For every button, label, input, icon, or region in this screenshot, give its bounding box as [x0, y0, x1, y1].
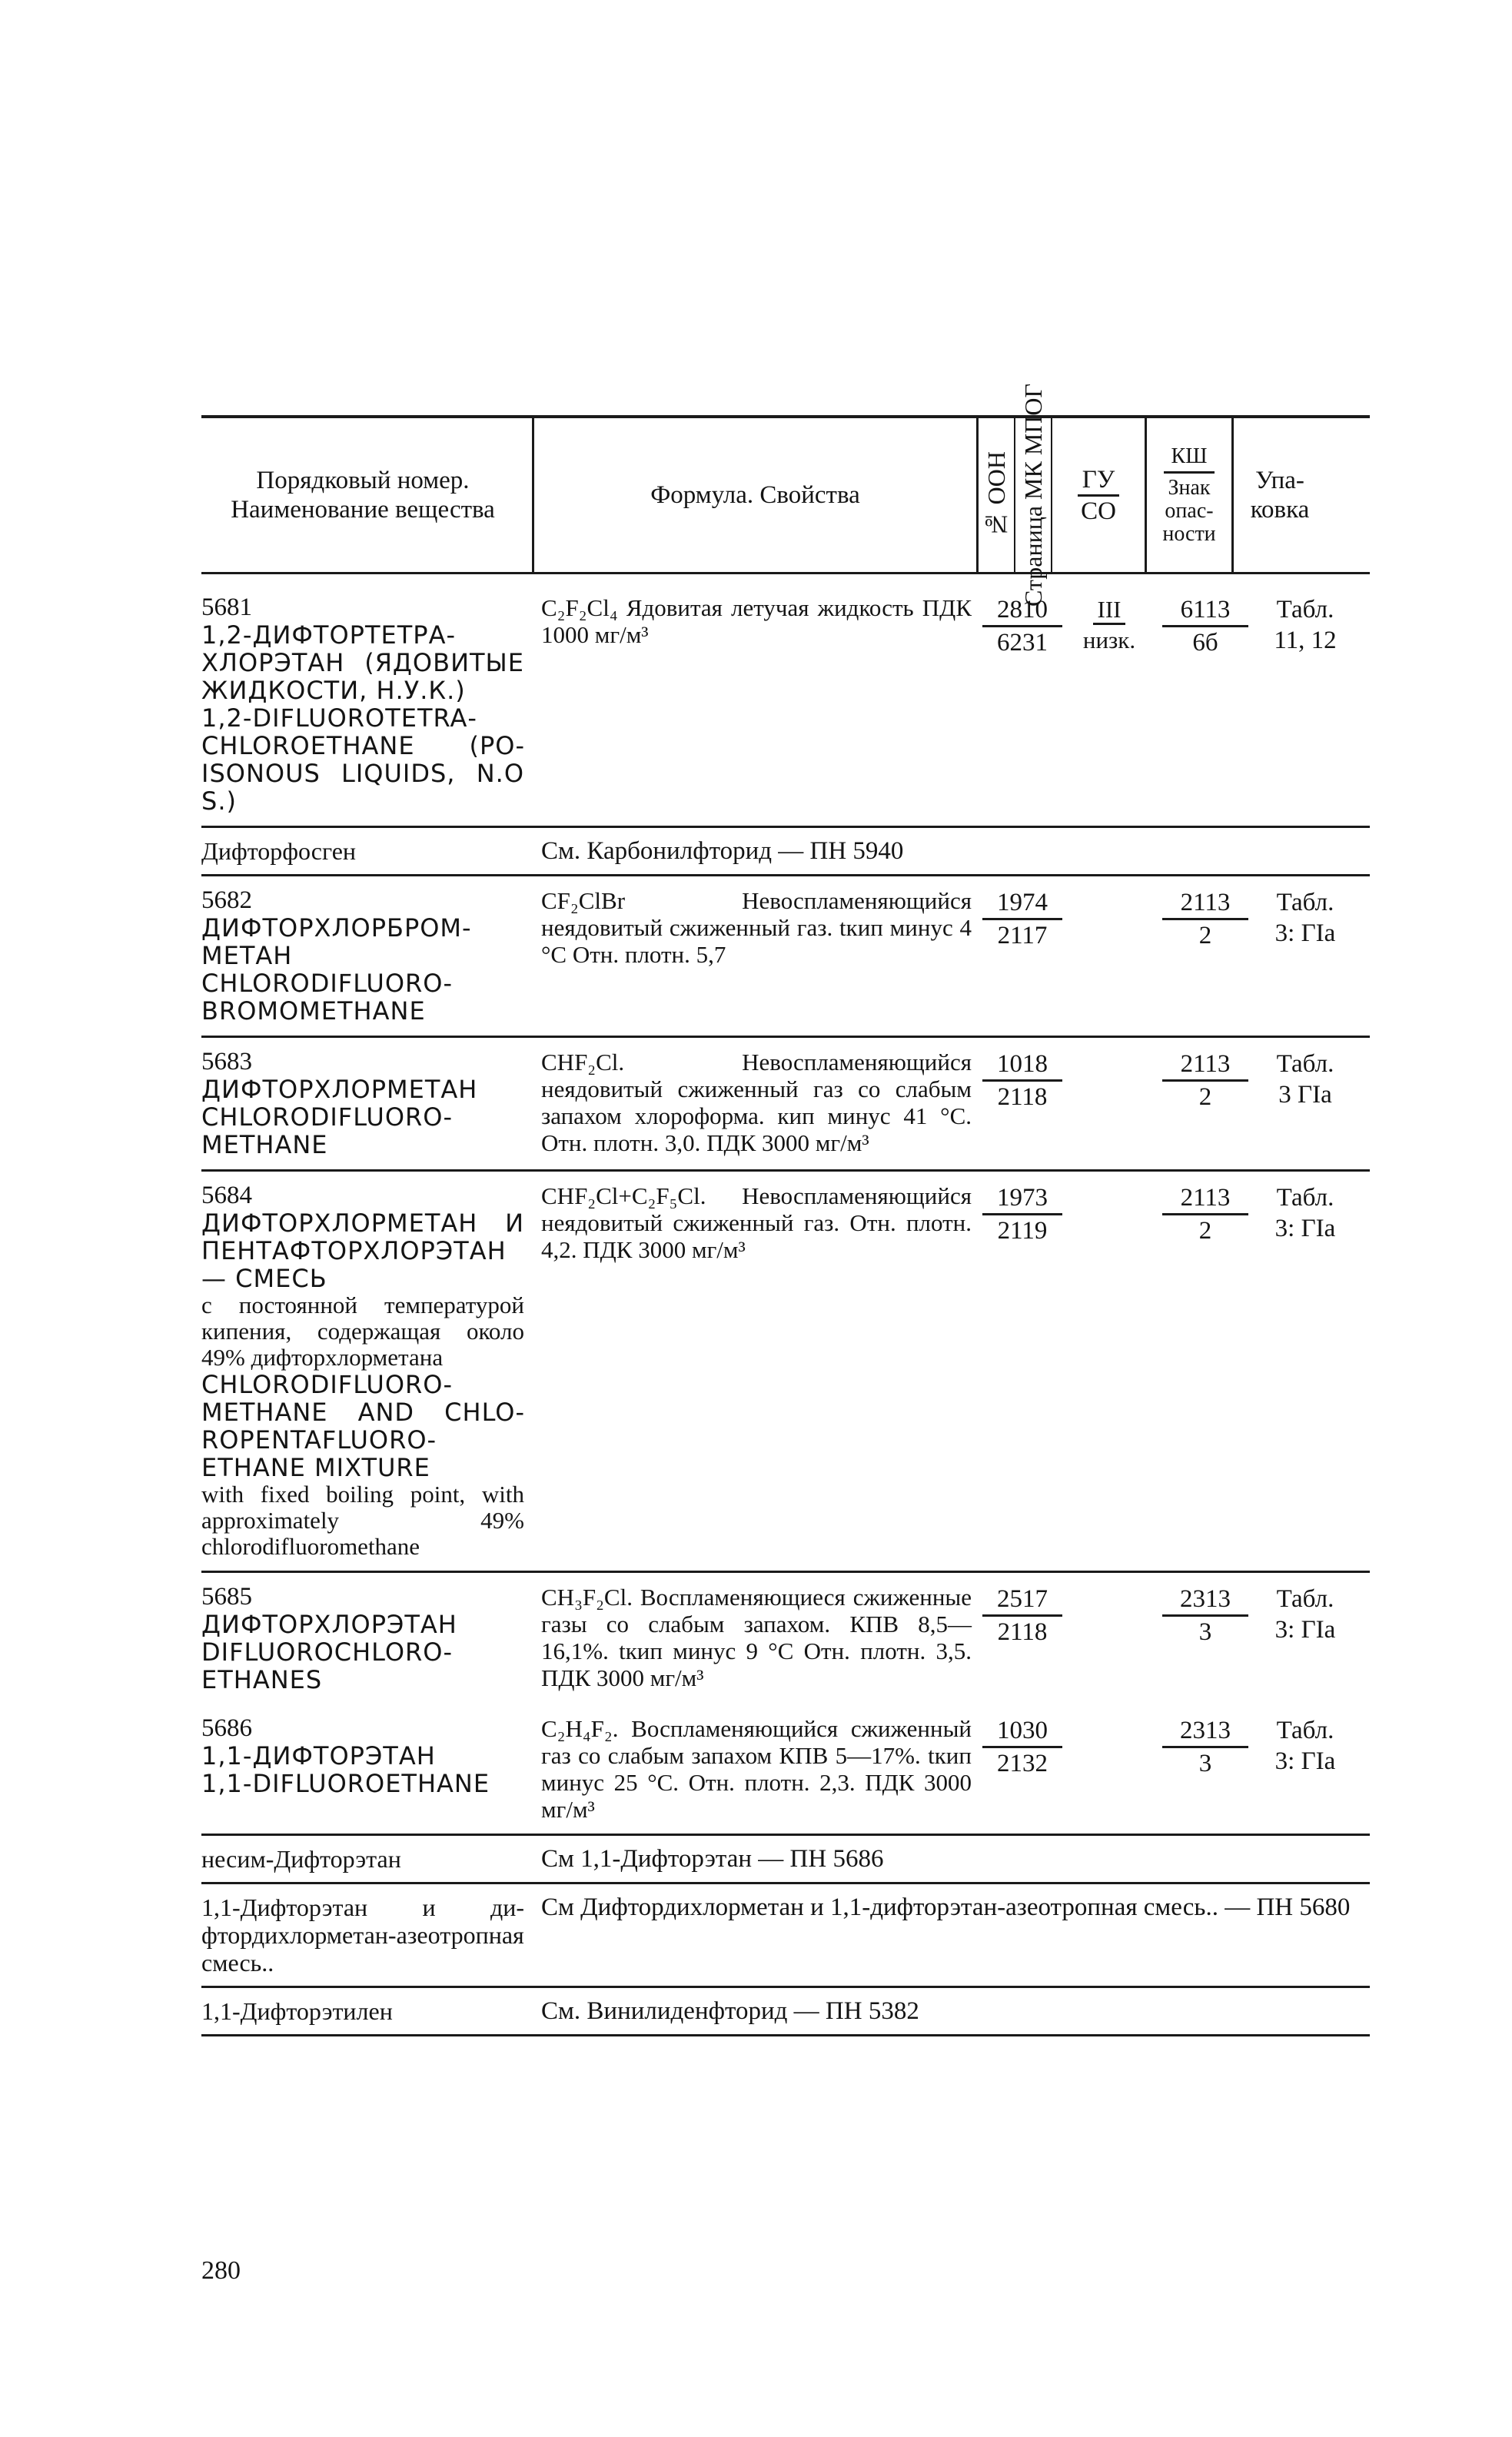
entry-name — [201, 594, 535, 815]
entry-pack-line2: 3 ГIа — [1278, 1081, 1332, 1109]
entry-ksh-value: 2113 — [1162, 887, 1248, 920]
entry-imdg-page: 2119 — [997, 1217, 1048, 1245]
header-gu-bottom: СО — [1081, 497, 1116, 525]
header-gu-top: ГУ — [1078, 465, 1119, 497]
entry-name-en: CHLORODIFLUOROMETHANE AND CHLOROPENTAFLUOROETHANE MIXTURE — [201, 1370, 524, 1482]
entry-gu — [1067, 1584, 1151, 1694]
page-number: 280 — [201, 2256, 241, 2285]
document-page — [201, 383, 1370, 2036]
entry-pack-line1: Табл. — [1276, 596, 1334, 623]
entry-number: 5682 — [201, 886, 252, 914]
header-pack: Упа- ковка — [1250, 467, 1310, 524]
entry-ksh — [1151, 1584, 1259, 1694]
cross-reference — [201, 828, 1370, 874]
table-row — [201, 1573, 1370, 1704]
entry-gu — [1067, 887, 1151, 1025]
entry-gu — [1067, 1049, 1151, 1159]
entry-note-en: with fixed boiling point, with approximately 49% chlorodifluoromethane — [201, 1481, 524, 1560]
entry-ksh — [1151, 1049, 1259, 1159]
reference-name: 1,1-Дифторэтан и дифтордихлорметан-азеотропная смесь.. — [201, 1893, 524, 1977]
header-un — [979, 418, 1015, 572]
entry-pack-line2: 3: ГIа — [1274, 1747, 1336, 1775]
entry-gu — [1067, 1715, 1151, 1823]
header-imdg-label: Страница МК МПОГ — [1019, 383, 1047, 607]
header-gu — [1052, 418, 1145, 572]
entry-formula: CH₃F₂Cl. Воспламеняющиеся сжиженные газы со слабым запахом. КПВ 8,5—16,1%. tкип минус 9 °С Отн. плотн. 3,5. ПДК 3000 мг/м³ — [541, 1584, 972, 1691]
reference-text: См Дифтордихлорметан и 1,1-дифторэтан-азеотропная смесь.. — ПН 5680 — [541, 1893, 1351, 1921]
entry-pack-line1: Табл. — [1276, 889, 1334, 916]
entry-sign-value: 6б — [1192, 629, 1218, 657]
entry-number: 5681 — [201, 593, 252, 621]
entry-imdg-page: 2132 — [997, 1750, 1048, 1777]
entry-ksh-value: 6113 — [1162, 594, 1248, 627]
entry-gu — [1067, 1182, 1151, 1560]
entry-name — [201, 1584, 535, 1694]
entry-pack — [1259, 1049, 1351, 1159]
entry-pack-line2: 3: ГIа — [1274, 919, 1336, 947]
cross-reference — [201, 1836, 1370, 1882]
entry-un-number: 1973 — [982, 1182, 1062, 1215]
reference-name: 1,1-Дифторэтилен — [201, 1997, 393, 2025]
entry-un — [978, 1584, 1067, 1694]
header-ksh-top: КШ — [1164, 445, 1215, 474]
cross-reference — [201, 1988, 1370, 2034]
entry-name — [201, 1715, 535, 1823]
entry-name — [201, 1182, 535, 1560]
entry-gu-value: III — [1093, 596, 1126, 625]
entry-formula: CHF₂Cl+C₂F₅Cl. Невоспламеняющийся неядовитый сжиженный газ. Отн. плотн. 4,2. ПДК 3000 мг/м³ — [541, 1182, 972, 1263]
entry-name-en: 1,1-DIFLUOROETHANE — [201, 1769, 490, 1798]
entry-imdg-page: 2117 — [997, 922, 1048, 949]
table-row — [201, 574, 1370, 826]
entry-number: 5685 — [201, 1583, 252, 1611]
entry-name-ru: 1,2-ДИФТОРТЕТРАХЛОРЭТАН (ЯДОВИТЫЕ ЖИДКОСТИ, Н.У.К.) — [201, 620, 524, 705]
entry-co-value: низк. — [1082, 627, 1136, 653]
header-ksh-bottom: Знак опас- ности — [1162, 475, 1216, 546]
entry-un — [978, 887, 1067, 1025]
header-un-label: № ООН — [982, 451, 1010, 539]
entry-ksh — [1151, 1715, 1259, 1823]
entry-un — [978, 1715, 1067, 1823]
entry-note-ru: с постоянной температурой кипения, содержащая около 49% дифторхлорметана — [201, 1292, 524, 1371]
entry-pack — [1259, 887, 1351, 1025]
entry-un-number: 1974 — [982, 887, 1062, 920]
entry-name-en: DIFLUOROCHLOROETHANES — [201, 1637, 452, 1694]
entry-name — [201, 887, 535, 1025]
reference-text: См. Винилиденфторид — ПН 5382 — [541, 1997, 919, 2025]
entry-name-ru: ДИФТОРХЛОРЭТАН — [201, 1610, 457, 1639]
entry-pack — [1259, 1182, 1351, 1560]
entry-ksh — [1151, 594, 1259, 815]
cross-reference — [201, 1884, 1370, 1986]
entry-name-ru: ДИФТОРХЛОРМЕТАН И ПЕНТАФТОРХЛОРЭТАН — СМЕСЬ — [201, 1209, 524, 1293]
entry-imdg-page: 2118 — [997, 1618, 1048, 1646]
entry-sign-value: 2 — [1198, 1083, 1212, 1111]
entry-pack-line1: Табл. — [1276, 1717, 1334, 1744]
header-name: Порядковый номер. Наименование вещества — [201, 418, 534, 572]
row-divider — [201, 2034, 1370, 2036]
entry-un-number: 1030 — [982, 1715, 1062, 1748]
entry-imdg-page: 6231 — [997, 629, 1048, 657]
entry-un-number: 2810 — [982, 594, 1062, 627]
entry-number: 5684 — [201, 1182, 252, 1209]
table-row — [201, 1038, 1370, 1169]
entry-gu — [1067, 594, 1151, 815]
entry-ksh-value: 2313 — [1162, 1584, 1248, 1617]
entry-ksh-value: 2313 — [1162, 1715, 1248, 1748]
entry-pack-line2: 11, 12 — [1274, 627, 1337, 654]
entry-name-en: 1,2-DIFLUOROTETRACHLOROETHANE (POISONOUS LIQUIDS, N.O S.) — [201, 703, 524, 816]
entry-pack-line1: Табл. — [1276, 1050, 1334, 1078]
header-formula: Формула. Свойства — [534, 418, 979, 572]
entry-formula: CHF₂Cl. Невоспламеняющийся неядовитый сжиженный газ со слабым запахом хлороформа. кип минус 41 °С. Отн. плотн. 3,0. ПДК 3000 мг/м³ — [541, 1049, 972, 1156]
entry-ksh-value: 2113 — [1162, 1182, 1248, 1215]
header-ksh — [1145, 418, 1234, 572]
table-row — [201, 1172, 1370, 1571]
entry-name-ru: ДИФТОРХЛОРМЕТАН — [201, 1075, 478, 1104]
entry-un-number: 1018 — [982, 1049, 1062, 1082]
entry-pack-line2: 3: ГIа — [1274, 1215, 1336, 1242]
table-row — [201, 1704, 1370, 1834]
entry-sign-value: 2 — [1198, 922, 1212, 949]
header-imdg — [1015, 383, 1052, 607]
entry-name-en: CHLORODIFLUOROBROMOMETHANE — [201, 969, 452, 1026]
entry-name-en: CHLORODIFLUOROMETHANE — [201, 1102, 452, 1159]
entry-name — [201, 1049, 535, 1159]
entry-ksh — [1151, 887, 1259, 1025]
entry-ksh-value: 2113 — [1162, 1049, 1248, 1082]
entry-number: 5683 — [201, 1048, 252, 1076]
entry-formula: CF₂ClBr Невоспламеняющийся неядовитый сжиженный газ. tкип минус 4 °С Отн. плотн. 5,7 — [541, 887, 972, 968]
entry-pack-line2: 3: ГIа — [1274, 1616, 1336, 1644]
entry-formula: C₂H₄F₂. Воспламеняющийся сжиженный газ со слабым запахом КПВ 5—17%. tкип минус 25 °С. Отн. плотн. 2,3. ПДК 3000 мг/м³ — [541, 1715, 972, 1823]
entry-pack — [1259, 1584, 1351, 1694]
entry-name-ru: 1,1-ДИФТОРЭТАН — [201, 1741, 436, 1770]
entry-sign-value: 3 — [1198, 1618, 1212, 1646]
entry-sign-value: 3 — [1198, 1750, 1212, 1777]
entry-formula: C₂F₂Cl₄ Ядовитая летучая жидкость ПДК 1000 мг/м³ — [541, 594, 972, 648]
entry-pack-line1: Табл. — [1276, 1585, 1334, 1613]
entry-number: 5686 — [201, 1714, 252, 1742]
entry-un — [978, 1049, 1067, 1159]
entry-sign-value: 2 — [1198, 1217, 1212, 1245]
entry-pack — [1259, 1715, 1351, 1823]
entry-un-number: 2517 — [982, 1584, 1062, 1617]
reference-text: См. Карбонилфторид — ПН 5940 — [541, 837, 904, 865]
entry-ksh — [1151, 1182, 1259, 1560]
entry-pack — [1259, 594, 1351, 815]
reference-name: Дифторфосген — [201, 837, 357, 865]
entry-name-ru: ДИФТОРХЛОРБРОММЕТАН — [201, 913, 471, 970]
reference-text: См 1,1-Дифторэтан — ПН 5686 — [541, 1845, 884, 1873]
entry-un — [978, 594, 1067, 815]
entry-un — [978, 1182, 1067, 1560]
reference-name: несим-Дифторэтан — [201, 1845, 401, 1873]
entry-imdg-page: 2118 — [997, 1083, 1048, 1111]
table-row — [201, 876, 1370, 1036]
entry-pack-line1: Табл. — [1276, 1184, 1334, 1212]
